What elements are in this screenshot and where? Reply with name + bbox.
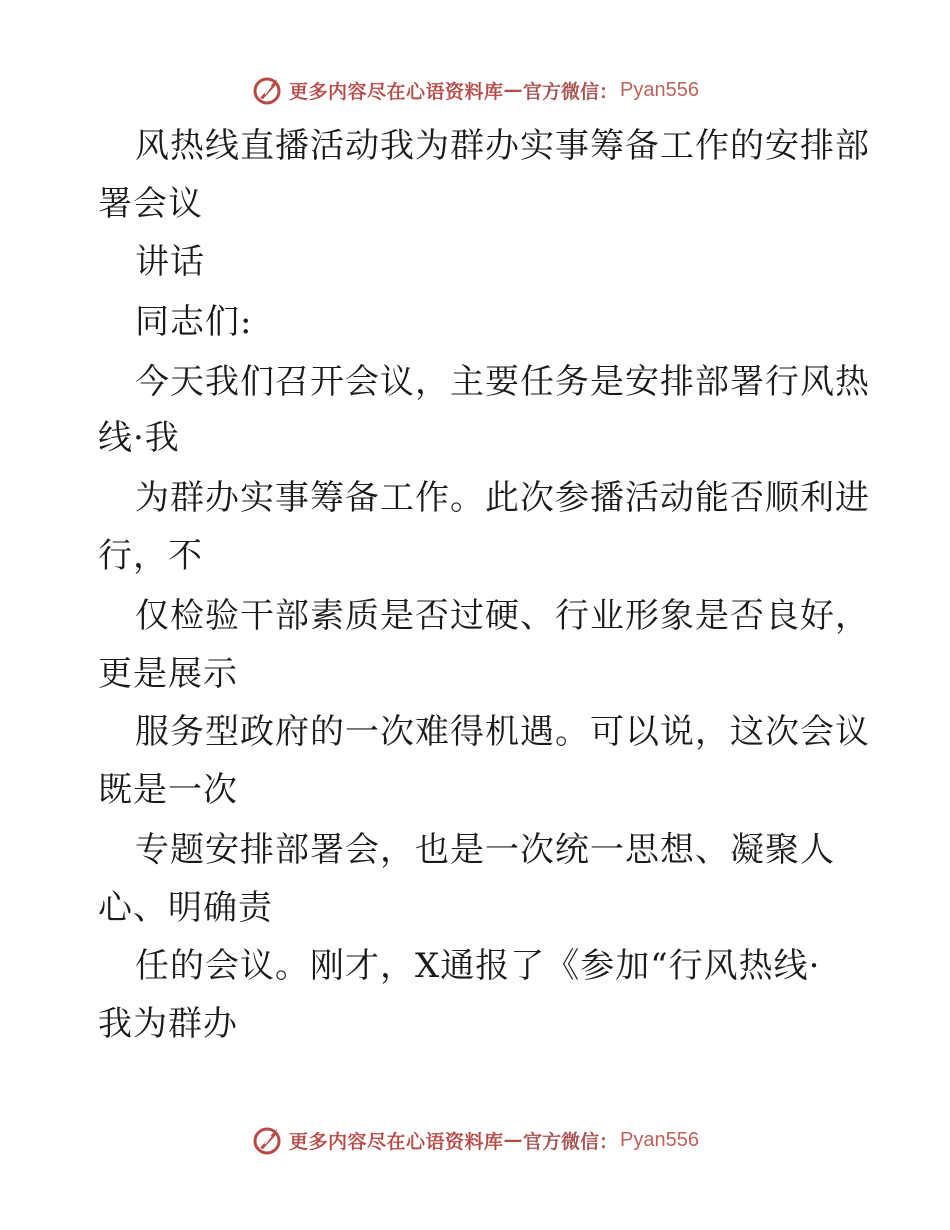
text-line: 为群办实事筹备工作。此次参播活动能否顺利进 xyxy=(135,478,870,518)
text-line: 专题安排部署会，也是一次统一思想、凝聚人 xyxy=(135,830,835,870)
text-line: 今天我们召开会议，主要任务是安排部署行风热 xyxy=(135,362,870,402)
text-line: 行，不 xyxy=(98,536,203,576)
text-line: 风热线直播活动我为群办实事筹备工作的安排部 xyxy=(135,126,870,166)
banner-library-text: 更多内容尽在心语资料库 xyxy=(289,80,504,103)
text-line: 仅检验干部素质是否过硬、行业形象是否良好， xyxy=(135,596,870,636)
text-line: 同志们: xyxy=(135,302,253,342)
quill-logo-icon xyxy=(251,74,283,106)
text-line: 线·我 xyxy=(98,418,180,458)
quill-logo-icon xyxy=(251,1124,283,1156)
banner-wechat-id: Pyan556 xyxy=(620,1128,699,1151)
text-line: 既是一次 xyxy=(98,770,238,810)
text-line: 我为群办 xyxy=(98,1004,238,1044)
banner-wechat-id: Pyan556 xyxy=(620,78,699,101)
text-line: 更是展示 xyxy=(98,654,238,694)
banner-library-text: 更多内容尽在心语资料库 xyxy=(289,1130,504,1153)
text-line: 心、明确责 xyxy=(98,888,273,928)
header-banner xyxy=(0,70,950,110)
banner-wechat-label: 官方微信： xyxy=(523,80,619,103)
footer-banner xyxy=(0,1120,950,1160)
text-line: 服务型政府的一次难得机遇。可以说，这次会议 xyxy=(135,712,870,752)
text-line: 讲话 xyxy=(135,242,205,282)
banner-dash: — xyxy=(503,79,524,101)
banner-wechat-label: 官方微信： xyxy=(523,1130,619,1153)
text-line: 任的会议。刚才，X通报了《参加“行风热线· xyxy=(135,946,821,986)
banner-dash: — xyxy=(503,1129,524,1151)
text-line: 署会议 xyxy=(98,184,203,224)
